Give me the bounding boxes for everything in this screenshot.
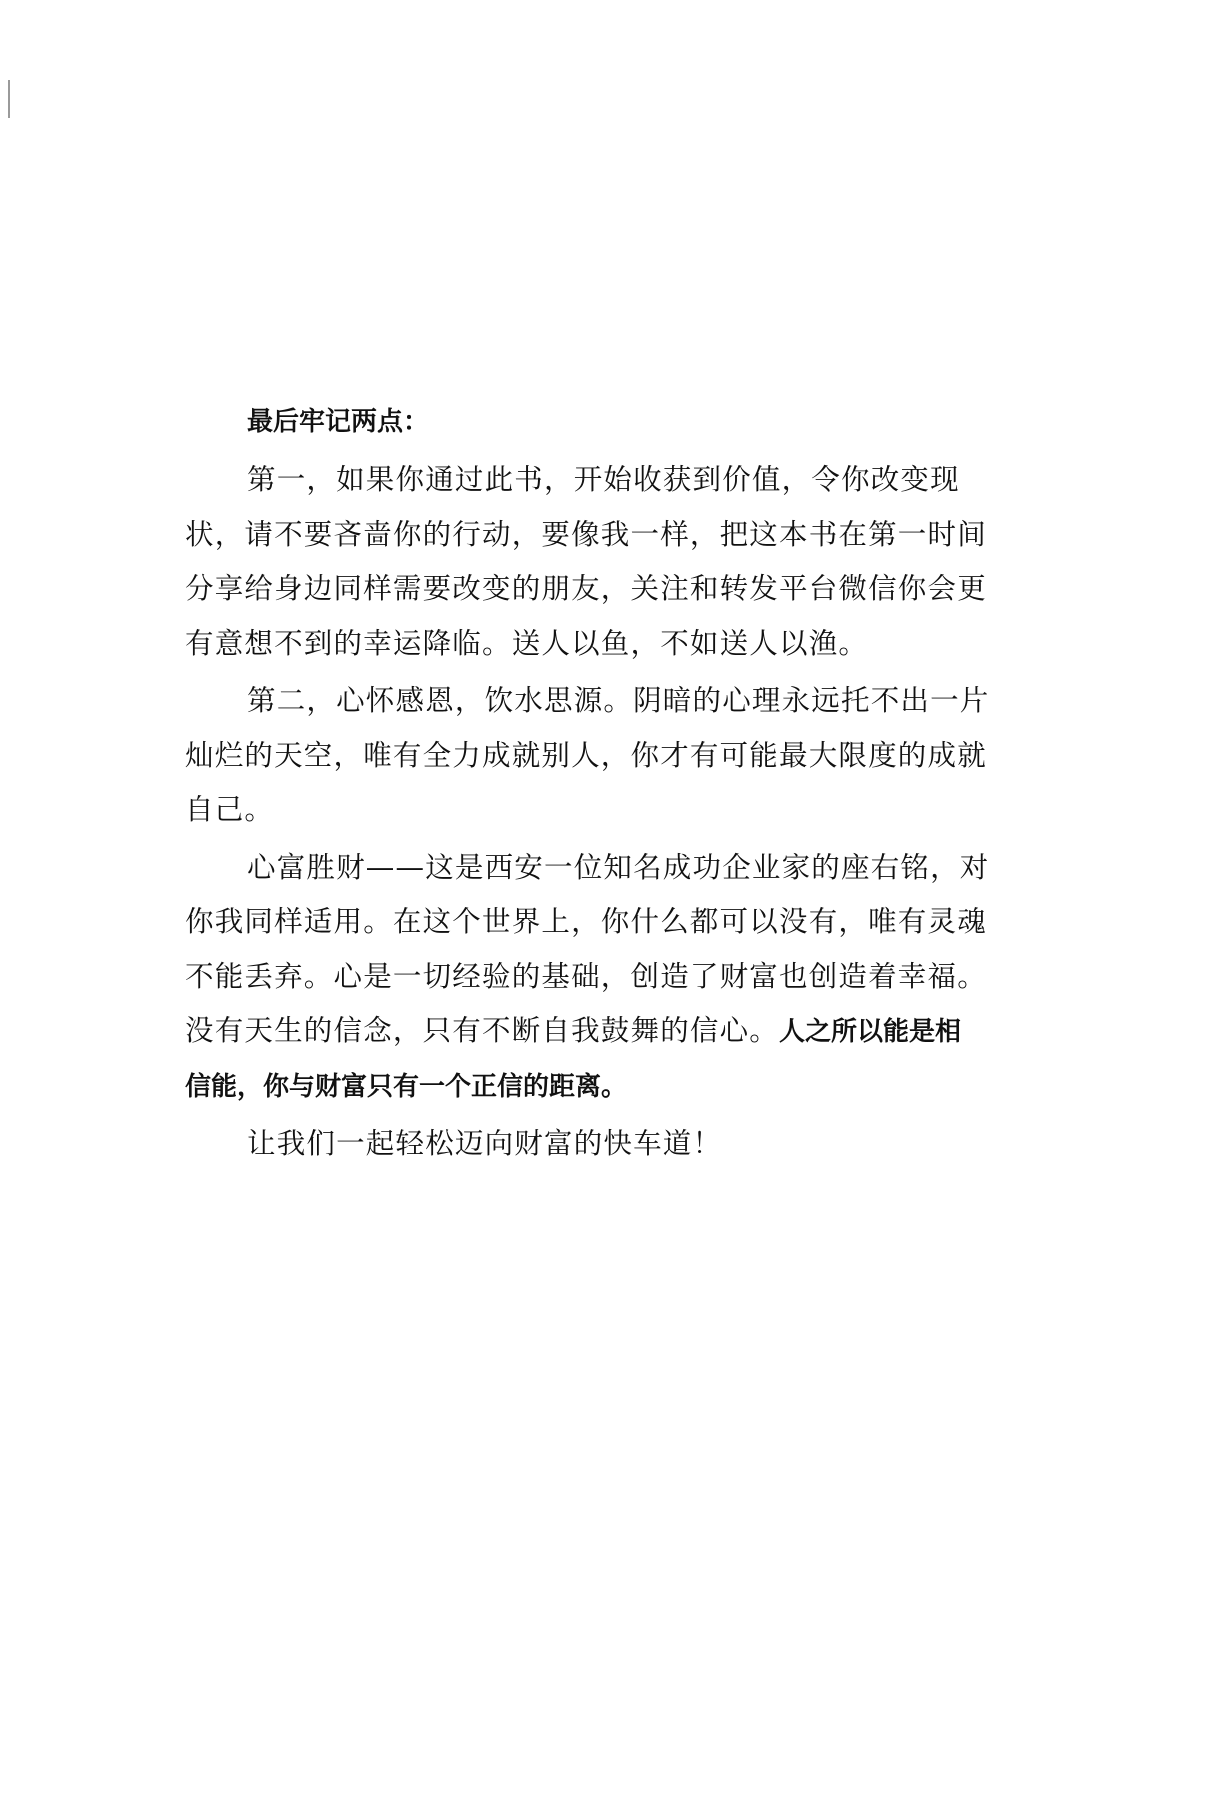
plain-text: 没有天生的信念，只有不断自我鼓舞的信心。 xyxy=(185,1014,780,1047)
text-line: 第一，如果你通过此书，开始收获到价值，令你改变现 xyxy=(247,463,960,496)
emphasized-text: 人之所以能是相 xyxy=(779,1017,962,1047)
text-line: 心富胜财——这是西安一位知名成功企业家的座右铭，对 xyxy=(247,850,990,884)
page-text xyxy=(185,395,1015,1172)
text-line: 第二，心怀感恩，饮水思源。阴暗的心理永远托不出一片 xyxy=(247,684,990,717)
text-line: 状，请不要吝啬你的行动，要像我一样，把这本书在第一时间 xyxy=(185,517,987,551)
text-line: 分享给身边同样需要改变的朋友，关注和转发平台微信你会更 xyxy=(185,572,987,605)
scan-edge-mark xyxy=(8,80,10,118)
text-line: 不能丢弃。心是一切经验的基础，创造了财富也创造着幸福。 xyxy=(185,959,987,993)
paragraph-second-point xyxy=(185,674,1015,838)
paragraph-first-point xyxy=(185,453,1015,671)
emphasized-text-line: 信能，你与财富只有一个正信的距离。 xyxy=(185,1071,628,1102)
text-line: 灿烂的天空，唯有全力成就别人，你才有可能最大限度的成就 xyxy=(185,738,987,772)
text-line: 有意想不到的幸运降临。送人以鱼，不如送人以渔。 xyxy=(185,626,869,660)
paragraph-motto xyxy=(185,841,1015,1115)
section-heading: 最后牢记两点： xyxy=(247,407,430,437)
text-line: 你我同样适用。在这个世界上，你什么都可以没有，唯有灵魂 xyxy=(185,905,987,938)
text-line-mixed xyxy=(185,1004,1015,1060)
text-line: 自己。 xyxy=(185,793,275,826)
closing-line: 让我们一起轻松迈向财富的快车道！ xyxy=(247,1127,723,1160)
